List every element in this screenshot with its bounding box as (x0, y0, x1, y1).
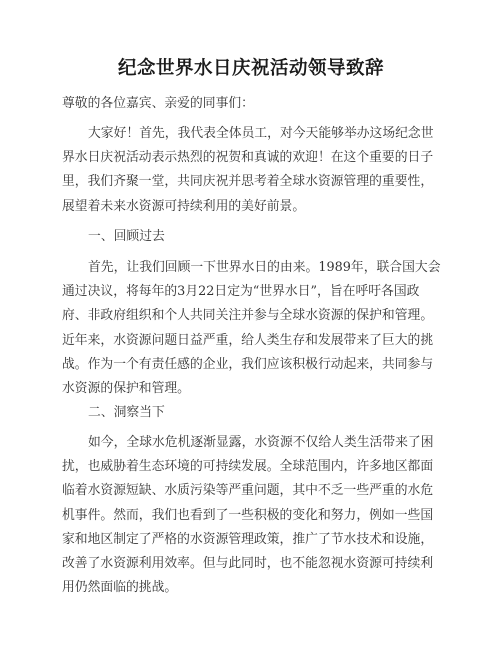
greeting: 尊敬的各位嘉宾、亲爱的同事们： (62, 96, 254, 111)
section-1-paragraph: 首先，让我们回顾一下世界水日的由来。1989年，联合国大会通过决议，将每年的3月22日定为“世界水日”，旨在呼吁各国政府、非政府组织和个人共同关注并参与全球水资源的保护和管理。近年来，水资源问题日益严重，给人类生存和发展带来了巨大的挑战。作为一个有责任感的企业，我们应该积极行动起来，共同参与水资源的保护和管理。 (62, 260, 441, 397)
section-2-paragraph: 如今，全球水危机逐渐显露，水资源不仅给人类生活带来了困扰，也威胁着生态环境的可持续发展。全球范围内，许多地区都面临着水资源短缺、水质污染等严重问题，其中不乏一些严重的水危机事件。然而，我们也看到了一些积极的变化和努力，例如一些国家和地区制定了严格的水资源管理政策，推广了节水技术和设施，改善了水资源利用效率。但与此同时，也不能忽视水资源可持续利用仍然面临的挑战。 (62, 435, 434, 596)
section-1-heading: 一、回顾过去 (88, 229, 165, 244)
intro-paragraph: 大家好！首先，我代表全体员工，对今天能够举办这场纪念世界水日庆祝活动表示热烈的祝贺和真诚的欢迎！在这个重要的日子里，我们齐聚一堂，共同庆祝并思考着全球水资源管理的重要性，展望着未来水资源可持续利用的美好前景。 (62, 126, 434, 214)
section-2-heading: 二、洞察当下 (88, 405, 165, 420)
document-title: 纪念世界水日庆祝活动领导致辞 (117, 58, 384, 79)
